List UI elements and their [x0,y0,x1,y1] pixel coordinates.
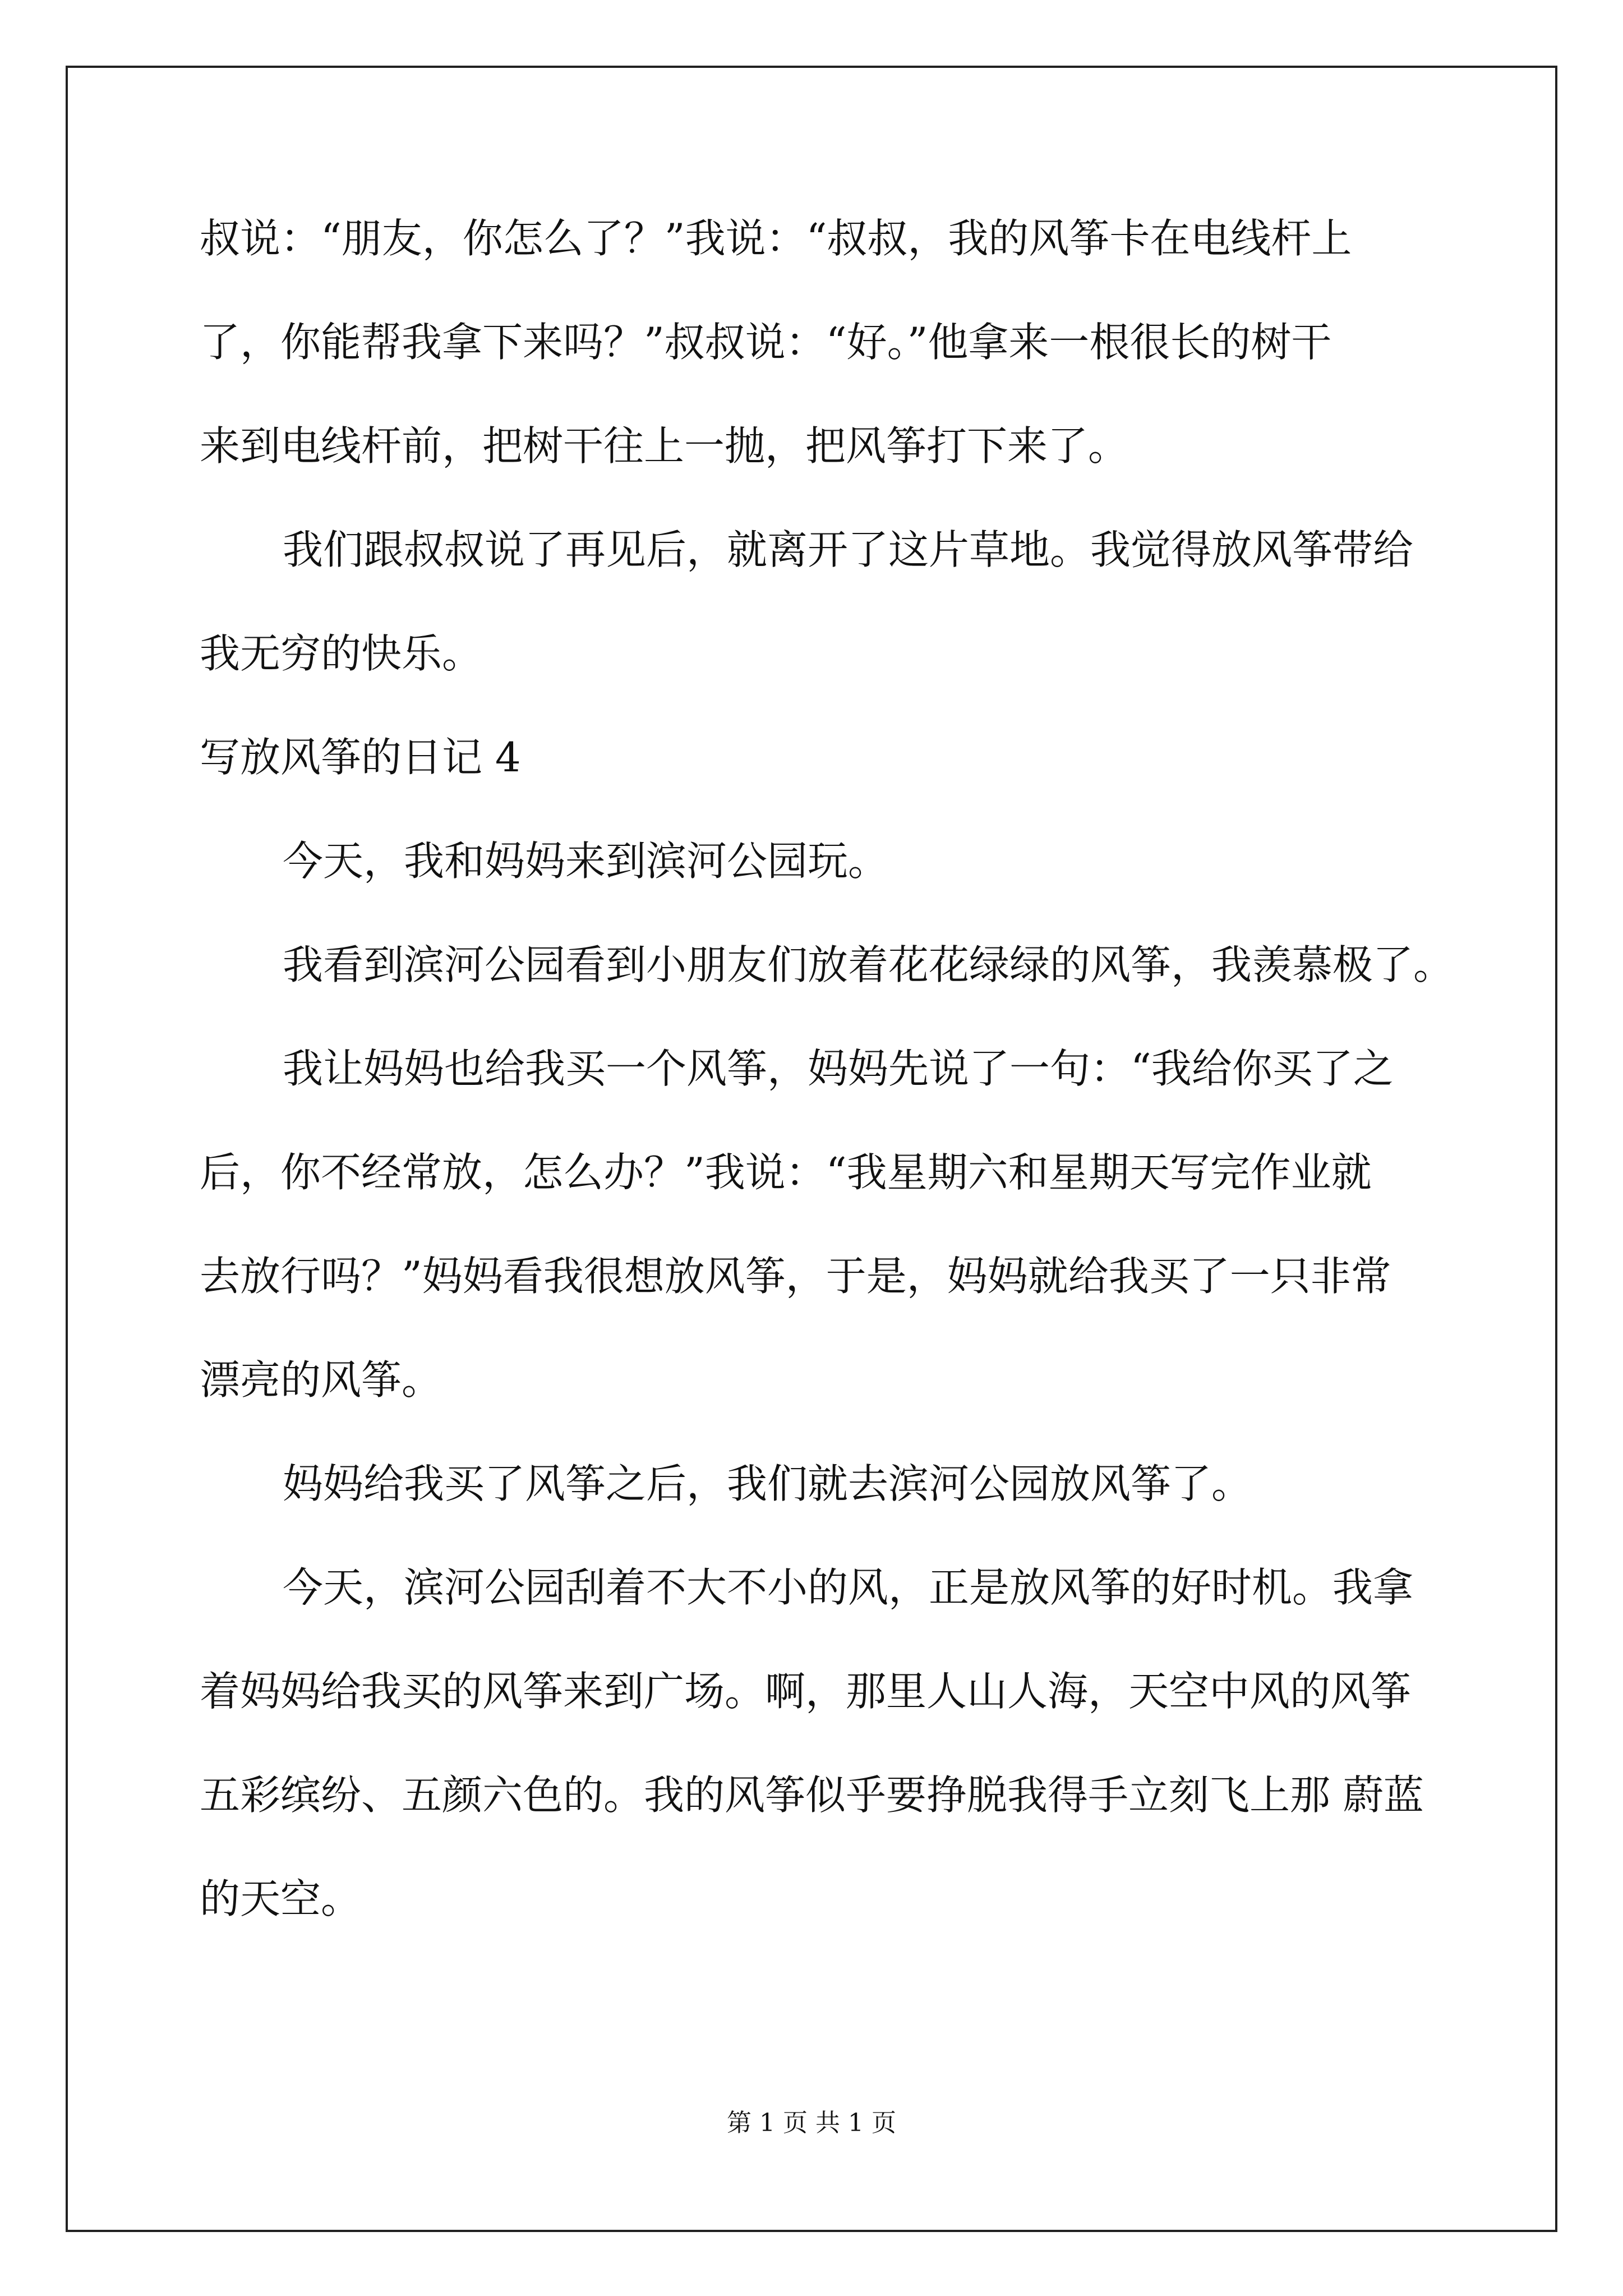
paragraph-line: 着妈妈给我买的风筝来到广场。啊，那里人山人海，天空中风的风筝 [200,1668,1412,1715]
paragraph-line: 我们跟叔叔说了再见后，就离开了这片草地。我觉得放风筝带给 [283,526,1414,573]
paragraph-line: 了，你能帮我拿下来吗？”叔叔说：“好。”他拿来一根很长的树干 [200,319,1332,366]
paragraph-line: 今天，我和妈妈来到滨河公园玩。 [283,838,889,885]
section-heading: 写放风筝的日记 4 [200,734,521,781]
paragraph-line: 去放行吗？”妈妈看我很想放风筝，于是，妈妈就给我买了一只非常 [200,1253,1391,1300]
paragraph-line: 我让妈妈也给我买一个风筝，妈妈先说了一句：“我给你买了之 [283,1045,1394,1092]
paragraph-line: 叔说：“朋友，你怎么了？”我说：“叔叔，我的风筝卡在电线杆上 [200,215,1352,262]
paragraph-line: 今天，滨河公园刮着不大不小的风，正是放风筝的好时机。我拿 [283,1564,1414,1611]
paragraph-line: 漂亮的风筝。 [200,1356,442,1404]
page-number-footer: 第 1 页 共 1 页 [727,2109,896,2137]
paragraph-line: 我看到滨河公园看到小朋友们放着花花绿绿的风筝，我羡慕极了。 [283,941,1454,988]
paragraph-line: 的天空。 [200,1875,362,1922]
paragraph-line: 五彩缤纷、五颜六色的。我的风筝似乎要挣脱我得手立刻飞上那 蔚蓝 [200,1772,1424,1819]
paragraph-line: 后，你不经常放，怎么办？”我说：“我星期六和星期天写完作业就 [200,1149,1372,1196]
paragraph-line: 我无穷的快乐。 [200,630,483,677]
paragraph-line: 妈妈给我买了风筝之后，我们就去滨河公园放风筝了。 [283,1460,1252,1507]
paragraph-line: 来到电线杆前，把树干往上一抛，把风筝打下来了。 [200,422,1129,470]
